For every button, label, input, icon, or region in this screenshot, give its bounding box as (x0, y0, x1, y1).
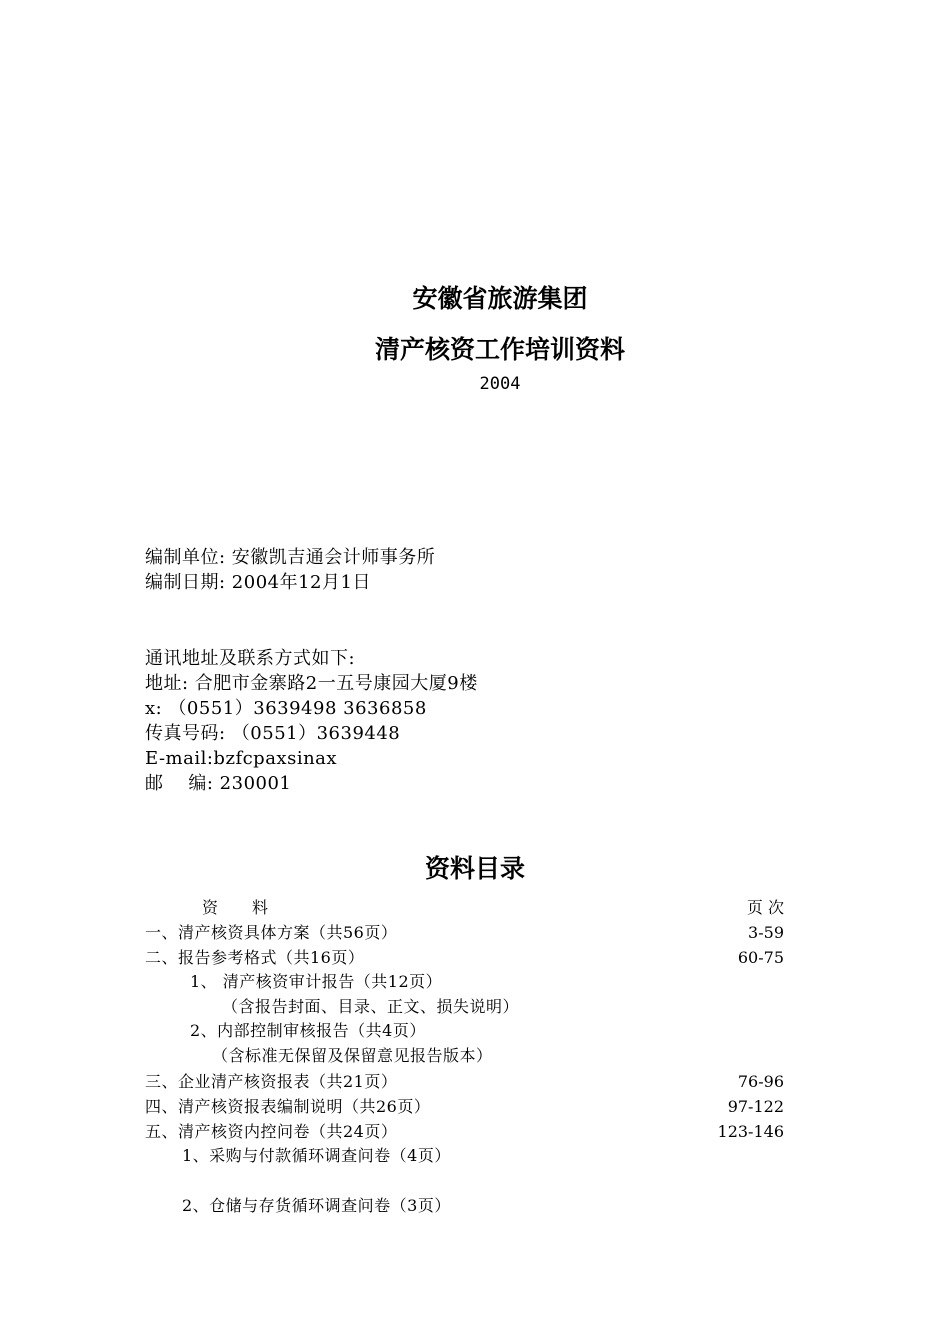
toc-subitem-note: （含标准无保留及保留意见报告版本） (212, 1046, 493, 1065)
contact-fax: 传真号码: （0551）3639448 (145, 723, 401, 744)
toc-subitem-label: 1、 清产核资审计报告（共12页） (190, 972, 443, 991)
toc-subitem-label: 2、仓储与存货循环调查问卷（3页） (182, 1196, 451, 1215)
contact-postcode: 邮 编: 230001 (145, 773, 292, 794)
toc-subitem-note: （含报告封面、目录、正文、损失说明） (222, 997, 520, 1016)
compiler-date: 编制日期: 2004年12月1日 (145, 572, 371, 593)
toc-item-label: 四、清产核资报表编制说明（共26页） (145, 1097, 431, 1116)
toc-subitem-label: 2、内部控制审核报告（共4页） (190, 1021, 426, 1040)
contact-address: 地址: 合肥市金寨路2一五号康园大厦9楼 (145, 673, 478, 694)
document-title: 清产核资工作培训资料 (374, 335, 625, 364)
contact-email: E-mail:bzfcpaxsinax (145, 748, 338, 769)
toc-item-page: 60-75 (737, 948, 784, 967)
toc-item-page: 3-59 (748, 923, 784, 942)
toc-header-material: 资 料 (202, 898, 269, 917)
contact-phone: x: （0551）3639498 3636858 (145, 698, 427, 719)
toc-header-page: 页 次 (746, 898, 784, 917)
toc-item-page: 76-96 (737, 1072, 784, 1091)
toc-item-page: 123-146 (717, 1122, 784, 1141)
contact-heading: 通讯地址及联系方式如下: (145, 648, 356, 669)
organization-title: 安徽省旅游集团 (412, 284, 588, 313)
toc-item-label: 一、清产核资具体方案（共56页） (145, 923, 398, 942)
toc-title: 资料目录 (424, 854, 525, 883)
toc-item-label: 二、报告参考格式（共16页） (145, 948, 365, 967)
toc-subitem-label: 1、采购与付款循环调查问卷（4页） (182, 1146, 451, 1165)
document-year: 2004 (479, 374, 521, 394)
toc-item-label: 五、清产核资内控问卷（共24页） (145, 1122, 398, 1141)
toc-item-page: 97-122 (727, 1097, 784, 1116)
toc-item-label: 三、企业清产核资报表（共21页） (145, 1072, 398, 1091)
compiler-unit: 编制单位: 安徽凯吉通会计师事务所 (145, 547, 436, 568)
